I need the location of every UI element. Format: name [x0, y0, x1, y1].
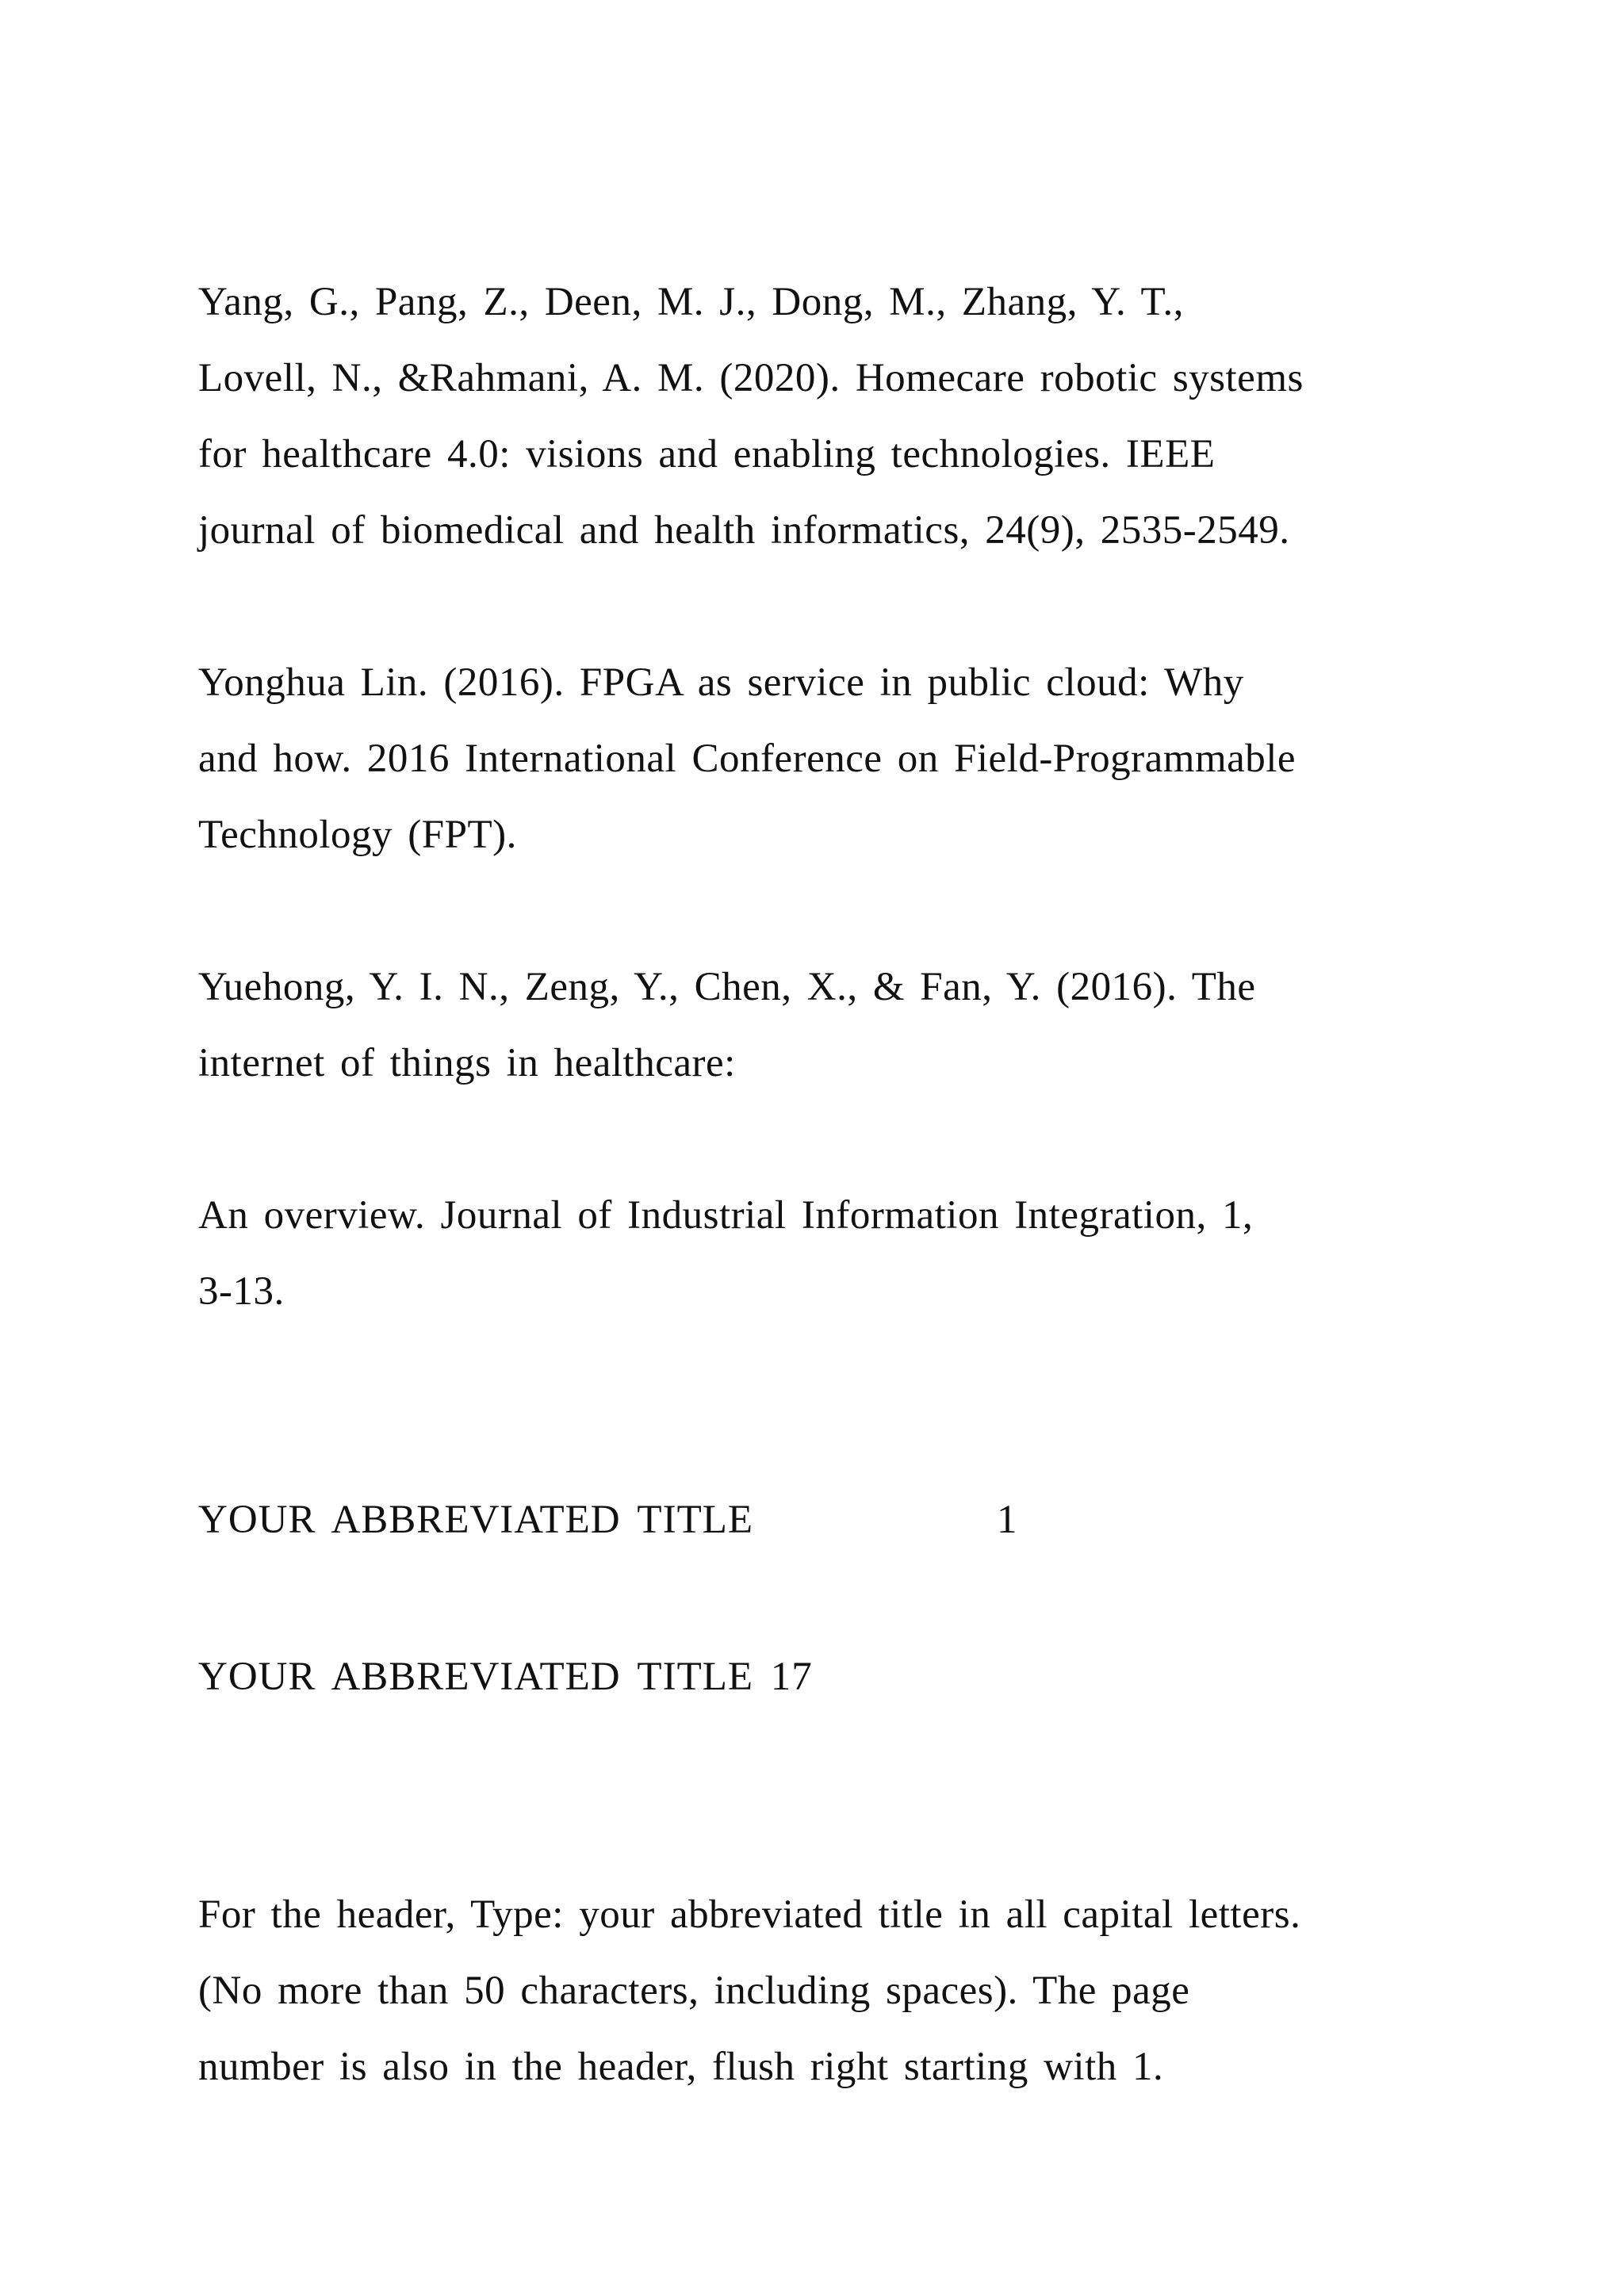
instructions-line-2: (No more than 50 characters, including spaces). The page [198, 1969, 1190, 2013]
reference-2-line-3: Technology (FPT). [198, 813, 517, 857]
reference-1-line-4: journal of biomedical and health informatics, 24(9), 2535-2549. [198, 508, 1290, 553]
reference-1-line-2: Lovell, N., &Rahmani, A. M. (2020). Homecare robotic systems [198, 356, 1304, 400]
running-header-page-number: 1 [997, 1498, 1017, 1542]
reference-1-line-3: for healthcare 4.0: visions and enabling technologies. IEEE [198, 432, 1216, 476]
instructions-line-1: For the header, Type: your abbreviated title in all capital letters. [198, 1892, 1301, 1937]
reference-2-line-1: Yonghua Lin. (2016). FPGA as service in public cloud: Why [198, 660, 1244, 705]
running-header-title: YOUR ABBREVIATED TITLE [198, 1498, 754, 1542]
reference-1-line-1: Yang, G., Pang, Z., Deen, M. J., Dong, M., Zhang, Y. T., [198, 280, 1184, 324]
reference-3-continuation-line-1: An overview. Journal of Industrial Information Integration, 1, [198, 1193, 1254, 1238]
running-header-second: YOUR ABBREVIATED TITLE 17 [198, 1655, 813, 1699]
reference-3-continuation-line-2: 3-13. [198, 1269, 285, 1314]
reference-3-line-1: Yuehong, Y. I. N., Zeng, Y., Chen, X., & Fan, Y. (2016). The [198, 965, 1256, 1009]
reference-2-line-2: and how. 2016 International Conference on Field-Programmable [198, 737, 1297, 781]
reference-3-line-2: internet of things in healthcare: [198, 1041, 736, 1085]
instructions-line-3: number is also in the header, flush right starting with 1. [198, 2045, 1164, 2089]
